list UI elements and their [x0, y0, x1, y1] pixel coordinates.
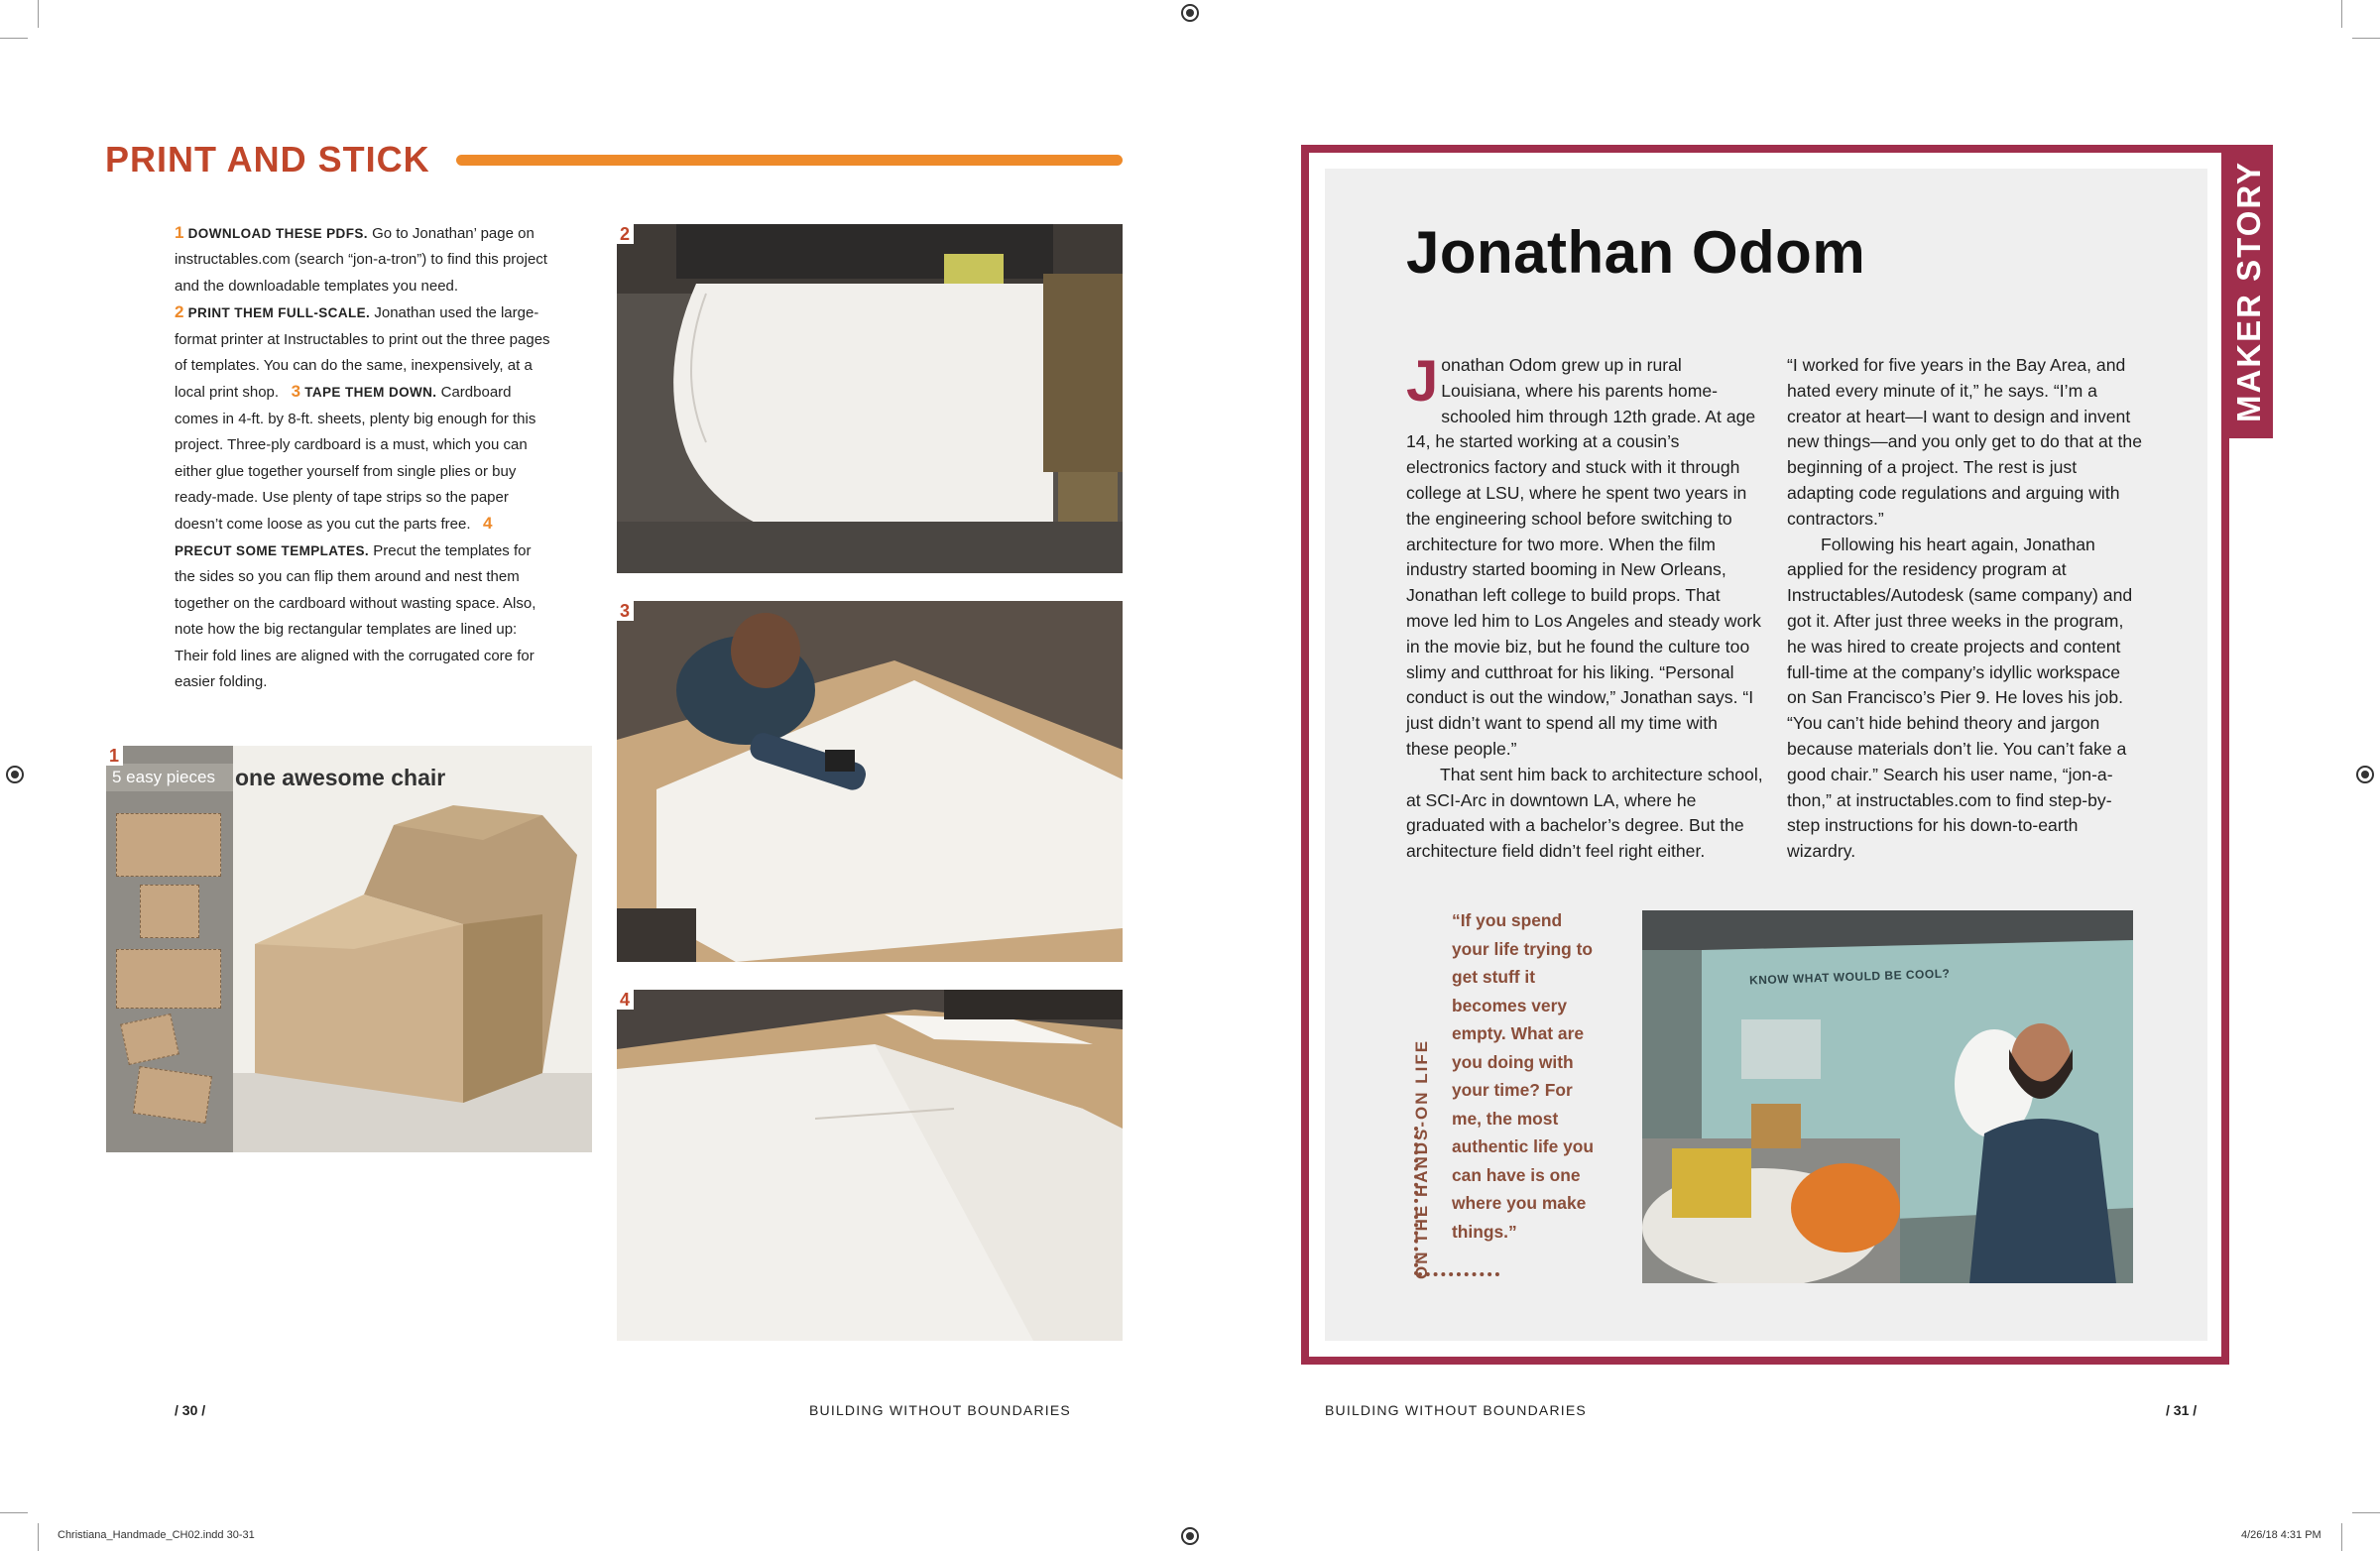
slug-timestamp: 4/26/18 4:31 PM	[2241, 1529, 2321, 1541]
running-footer-right: BUILDING WITHOUT BOUNDARIES	[1325, 1402, 1587, 1418]
photo-badge: 2	[617, 224, 634, 244]
crop-mark	[2341, 1523, 2342, 1551]
crop-mark	[38, 1523, 39, 1551]
printer-scene	[617, 224, 1123, 573]
article-column-1	[1406, 349, 1763, 865]
photo-caption-left: 5 easy pieces	[106, 764, 233, 791]
step-heading: PRINT THEM FULL-SCALE.	[187, 305, 371, 321]
step-text: Jonathan used the large-format printer at Instructables to print out the three pages of templates. You can do the same, inexpensively, at a local print shop.	[175, 304, 550, 402]
portrait-scene	[1642, 910, 2133, 1283]
sidebar-vertical-label: ON THE HANDS-ON LIFE	[1412, 1038, 1431, 1279]
section-title: PRINT AND STICK	[105, 139, 430, 179]
photo-badge: 4	[617, 990, 634, 1010]
photo-caption-right: one awesome chair	[235, 765, 446, 790]
article-paragraph	[1406, 349, 1763, 763]
step-text: Cardboard comes in 4-ft. by 8-ft. sheets, plenty big enough for this project. Three-ply cardboard is a must, which you can either glue together yourself from single plies or buy ready-made. Use plenty of tape strips so the paper doesn’t come loose as you cut the parts free.	[175, 384, 536, 534]
chair-photo	[106, 746, 592, 1152]
registration-mark-icon	[6, 766, 24, 783]
steps-text	[175, 220, 553, 695]
dotted-rule-horizontal	[1418, 1272, 1499, 1276]
cardboard-chair	[106, 746, 592, 1152]
step-text: Precut the templates for the sides so you can flip them around and nest them together on the cardboard without wasting space. Also, note how the big rectangular templates are lined up: Their fold lines are aligned with the corrugated core for easier folding.	[175, 541, 536, 690]
registration-mark-icon	[1181, 4, 1199, 22]
article-paragraph: Following his heart again, Jonathan applied for the residency program at Instructables/Autodesk (same company) and got it. After just three weeks in the program, he was hired to create projects and content full-time at the company’s idyllic workspace on San Francisco’s Pier 9. He loves his job. “You can’t hide behind theory and jargon because materials don’t lie. You can’t fake a good chair.” Search his user name, “jon-a-thon,” at instructables.com to find step-by-step instructions for his down-to-earth wizardry.	[1787, 534, 2133, 862]
crop-mark	[2352, 1512, 2380, 1513]
maker-story-tab	[2225, 145, 2273, 438]
step-number: 2	[175, 302, 184, 322]
portrait-photo	[1642, 910, 2133, 1283]
templates-scene	[617, 990, 1123, 1341]
step-text: Go to Jonathan’ page on instructables.com (search “jon-a-tron”) to find this project and the downloadable templates you need.	[175, 225, 547, 295]
crop-mark	[2341, 0, 2342, 28]
title-rule	[456, 155, 1123, 166]
article-column-2	[1787, 353, 2142, 865]
taping-scene	[617, 601, 1123, 962]
crop-mark	[0, 1512, 28, 1513]
step-number: 1	[175, 223, 184, 242]
crop-mark	[38, 0, 39, 28]
templates-photo	[617, 990, 1123, 1341]
running-footer-left: BUILDING WITHOUT BOUNDARIES	[809, 1402, 1071, 1418]
registration-mark-icon	[2356, 766, 2374, 783]
dropcap: J	[1406, 349, 1439, 414]
wall-text: KNOW WHAT WOULD BE COOL?	[1748, 966, 1951, 988]
slug-filename: Christiana_Handmade_CH02.indd 30-31	[58, 1529, 255, 1541]
crop-mark	[0, 38, 28, 39]
crop-mark	[2352, 38, 2380, 39]
page-number-right: / 31 /	[2166, 1402, 2198, 1418]
step-number: 3	[291, 382, 301, 402]
paragraph-text: onathan Odom grew up in rural Louisiana, where his parents home-schooled him through 12th grade. At age 14, he started working at a cousin’s electronics factory and stuck with it through college at LSU, where he spent two years in the engineering school before switching to architecture for two more. When the film industry started booming in New Orleans, Jonathan left college to build props. That move led him to Los Angeles and steady work in the movie biz, but he found the culture too slimy and cutthroat for his liking. “Personal conduct is out the window,” Jonathan says. “I just didn’t want to spend all my time with these people.”	[1406, 355, 1761, 759]
dotted-rule-vertical	[1414, 1127, 1422, 1275]
photo-badge: 3	[617, 601, 634, 621]
article-paragraph: That sent him back to architecture school, at SCI-Arc in downtown LA, where he graduated with a bachelor’s degree. But the architecture field didn’t feel right either.	[1406, 764, 1763, 862]
photo-badge: 1	[106, 746, 123, 766]
registration-mark-icon	[1181, 1527, 1199, 1545]
step-heading: PRECUT SOME TEMPLATES.	[175, 542, 370, 558]
step-heading: DOWNLOAD THESE PDFS.	[187, 226, 368, 241]
printer-photo	[617, 224, 1123, 573]
taping-photo	[617, 601, 1123, 962]
maker-story-label: MAKER STORY	[2230, 160, 2267, 423]
step-heading: TAPE THEM DOWN.	[304, 385, 437, 401]
profile-name: Jonathan Odom	[1406, 219, 1866, 286]
step-number: 4	[483, 514, 493, 534]
page-number-left: / 30 /	[175, 1402, 206, 1418]
pull-quote: “If you spend your life trying to get stuff it becomes very empty. What are you doing with your time? For me, the most authentic life you can have is one where you make things.”	[1452, 910, 1595, 1242]
article-paragraph: “I worked for five years in the Bay Area, and hated every minute of it,” he says. “I’m a creator at heart—I want to design and invent new things—and you only get to do that at the beginning of a project. The rest is just adapting code regulations and arguing with contractors.”	[1787, 355, 2142, 529]
